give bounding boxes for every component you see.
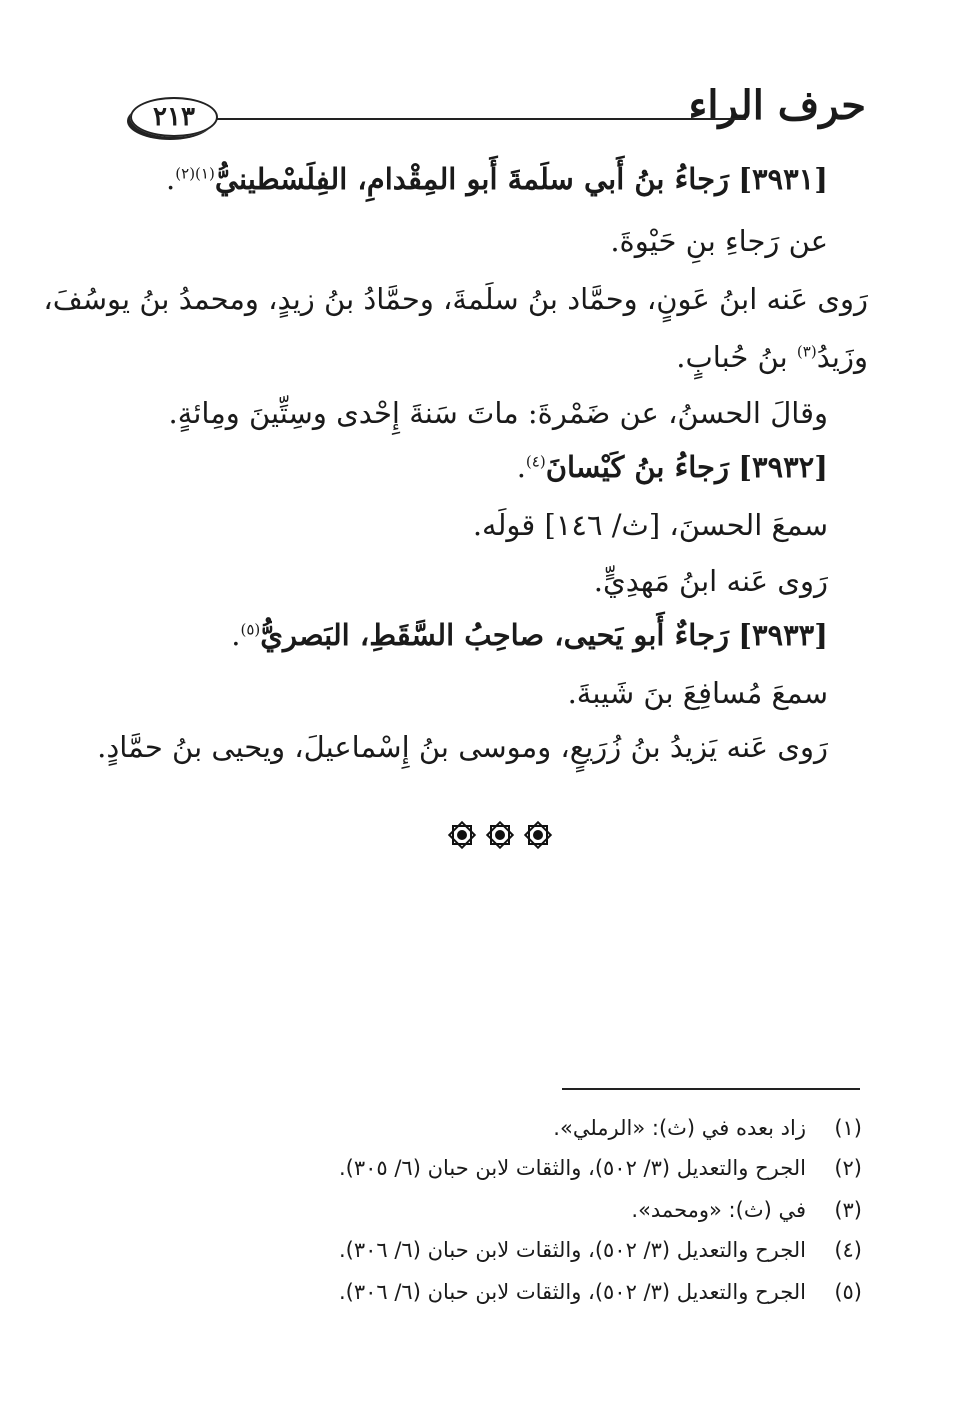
page-number: ٢١٣ bbox=[153, 102, 195, 132]
text-line: وزَيدُ$^{(٣)}$ بنُ حُبابٍ. bbox=[676, 340, 868, 374]
footnote-number: (٢) bbox=[834, 1156, 862, 1180]
text-line: رَوى عَنه يَزيدُ بنُ زُرَيعٍ، وموسى بنُ إِسْماعيلَ، ويحيى بنُ حمَّادٍ. bbox=[97, 730, 828, 764]
footnote-number: (٥) bbox=[834, 1280, 862, 1304]
entry-name: رَجاءٌ أَبو يَحيى، صاحِبُ السَّقَطِ، البَصريُّ bbox=[260, 618, 729, 652]
text-line: رَوى عَنه ابنُ مَهدِيٍّ. bbox=[593, 564, 828, 598]
text-line: عن رَجاءِ بنِ حَيْوةَ. bbox=[610, 224, 828, 258]
floral-ornament-icon bbox=[485, 820, 515, 850]
text-line: وقالَ الحسنُ، عن ضَمْرةَ: ماتَ سَنةَ إِحْدى وسِتِّينَ ومِائةٍ. bbox=[168, 396, 828, 430]
header-rule bbox=[216, 118, 746, 120]
entry-number: [٣٩٣١] bbox=[738, 162, 828, 196]
entry-heading: [٣٩٣٣] رَجاءٌ أَبو يَحيى، صاحِبُ السَّقَطِ، البَصريُّ$^{(٥)}$. bbox=[231, 618, 828, 652]
entry-heading: [٣٩٣٢] رَجاءُ بنُ كَيْسانَ$^{(٤)}$. bbox=[516, 450, 828, 484]
footnote-ref: (٥) bbox=[240, 620, 261, 639]
footnote bbox=[300, 1116, 862, 1141]
entry-name: رَجاءُ بنُ كَيْسانَ bbox=[545, 450, 729, 484]
footnote-number: (١) bbox=[834, 1116, 862, 1140]
entry-heading: [٣٩٣١] رَجاءُ بنُ أَبي سلَمةَ أَبو المِقْدامِ، الفِلَسْطينيُّ$^{(١)(٢)}$. bbox=[166, 162, 828, 196]
floral-ornament-icon bbox=[523, 820, 553, 850]
footnote-ref: (١)(٢) bbox=[175, 164, 215, 183]
entry-number: [٣٩٣٣] bbox=[738, 618, 828, 652]
footnote-number: (٣) bbox=[834, 1198, 862, 1222]
footnote-ref: (٣) bbox=[796, 342, 817, 361]
footnote-separator bbox=[562, 1088, 860, 1090]
footnote-ref: (٤) bbox=[525, 452, 546, 471]
floral-ornament-icon bbox=[447, 820, 477, 850]
text-line: رَوى عَنه ابنُ عَونٍ، وحمَّاد بنُ سلَمةَ، وحمَّادُ بنُ زيدٍ، ومحمدُ بنُ يوسُفَ، bbox=[43, 282, 868, 316]
footnote bbox=[300, 1198, 862, 1223]
page-number-badge bbox=[130, 97, 218, 137]
footnote-text: في (ث): «ومحمد». bbox=[631, 1198, 806, 1222]
footnote-text: الجرح والتعديل (٣/ ٥٠٢)، والثقات لابن حبان (٦/ ٣٠٥). bbox=[338, 1156, 806, 1180]
footnote bbox=[300, 1280, 862, 1305]
footnote-text: الجرح والتعديل (٣/ ٥٠٢)، والثقات لابن حبان (٦/ ٣٠٦). bbox=[338, 1238, 806, 1262]
running-header-title: حرف الراء bbox=[688, 82, 866, 129]
entry-number: [٣٩٣٢] bbox=[738, 450, 828, 484]
footnote-number: (٤) bbox=[834, 1238, 862, 1262]
entry-name: رَجاءُ بنُ أَبي سلَمةَ أَبو المِقْدامِ، الفِلَسْطينيُّ bbox=[214, 162, 729, 196]
footnote bbox=[300, 1156, 862, 1181]
footnote-text: زاد بعده في (ث): «الرملي». bbox=[553, 1116, 806, 1140]
footnote bbox=[300, 1238, 862, 1263]
section-end-ornament bbox=[447, 820, 551, 860]
text-line: سمعَ مُسافِعَ بنَ شَيبةَ. bbox=[567, 676, 828, 710]
footnote-text: الجرح والتعديل (٣/ ٥٠٢)، والثقات لابن حبان (٦/ ٣٠٦). bbox=[338, 1280, 806, 1304]
text-line: سمعَ الحسنَ، [ث/ ١٤٦] قولَه. bbox=[472, 508, 828, 542]
